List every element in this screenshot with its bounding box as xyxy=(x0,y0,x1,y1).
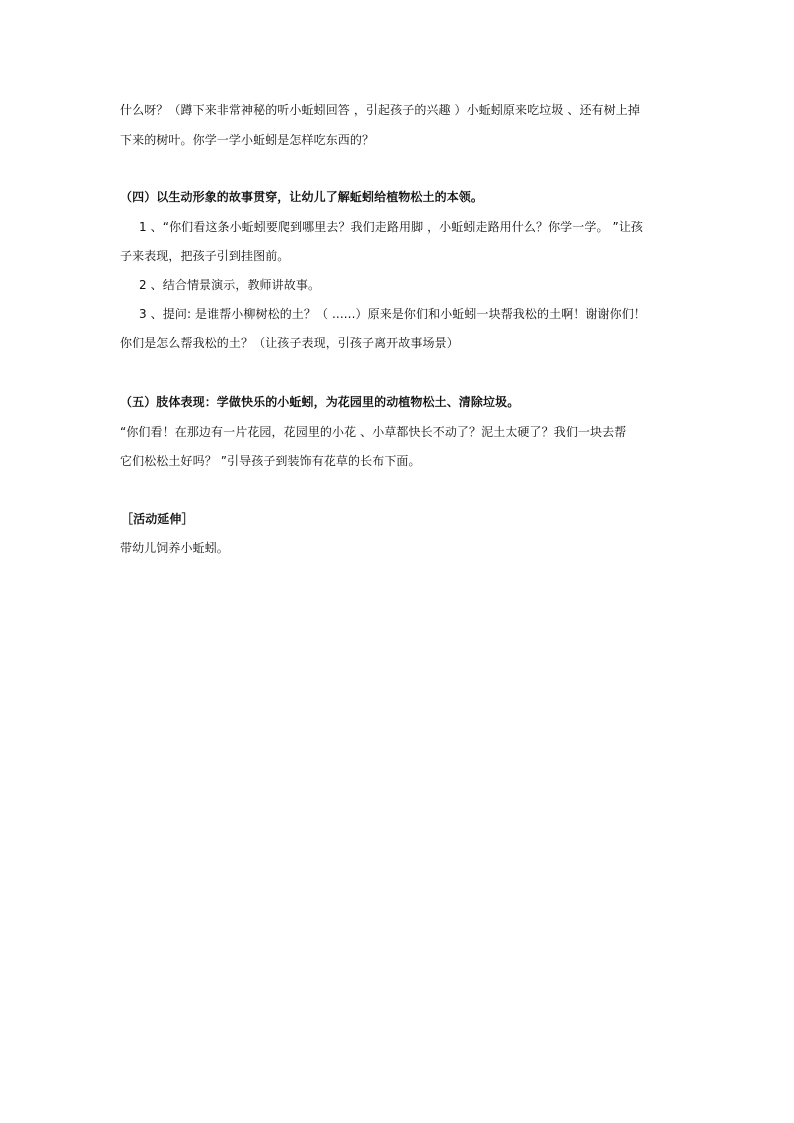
section-4-item-2: 2 、结合情景演示，教师讲故事。 xyxy=(139,278,321,292)
section-4-item-1-line-1: 1 、“你们看这条小蚯蚓要爬到哪里去？我们走路用脚 ，小蚯蚓走路用什么？你学一学。 ”让孩 xyxy=(139,220,644,234)
section-4-heading: （四）以生动形象的故事贯穿，让幼儿了解蚯蚓给植物松土的本领。 xyxy=(120,190,484,204)
intro-line-2: 下来的树叶。你学一学小蚯蚓是怎样吃东西的？ xyxy=(120,133,375,147)
section-5-heading: （五）肢体表现：学做快乐的小蚯蚓，为花园里的动植物松土、清除垃圾。 xyxy=(120,395,520,409)
extension-heading: ［活动延伸］ xyxy=(121,512,194,526)
intro-line-1: 什么呀？（蹲下来非常神秘的听小蚯蚓回答 ，引起孩子的兴趣 ）小蚯蚓原来吃垃圾 、还有树上掉 xyxy=(120,103,640,117)
section-5-line-2: 它们松松土好吗？ ”引导孩子到装饰有花草的长布下面。 xyxy=(120,454,421,468)
section-4-item-1-line-2: 子来表现，把孩子引到挂图前。 xyxy=(120,249,290,263)
section-4-item-3-line-1: 3 、提问: 是谁帮小柳树松的土？（ ......）原来是你们和小蚯蚓一块帮我松的土啊！谢谢你们！ xyxy=(139,307,646,321)
section-4-item-3-line-2: 你们是怎么帮我松的土？（让孩子表现，引孩子离开故事场景） xyxy=(120,336,459,350)
extension-text: 带幼儿饲养小蚯蚓。 xyxy=(120,541,229,555)
section-5-line-1: “你们看！在那边有一片花园，花园里的小花 、小草都快长不动了？泥土太硬了？我们一块去帮 xyxy=(120,425,627,439)
